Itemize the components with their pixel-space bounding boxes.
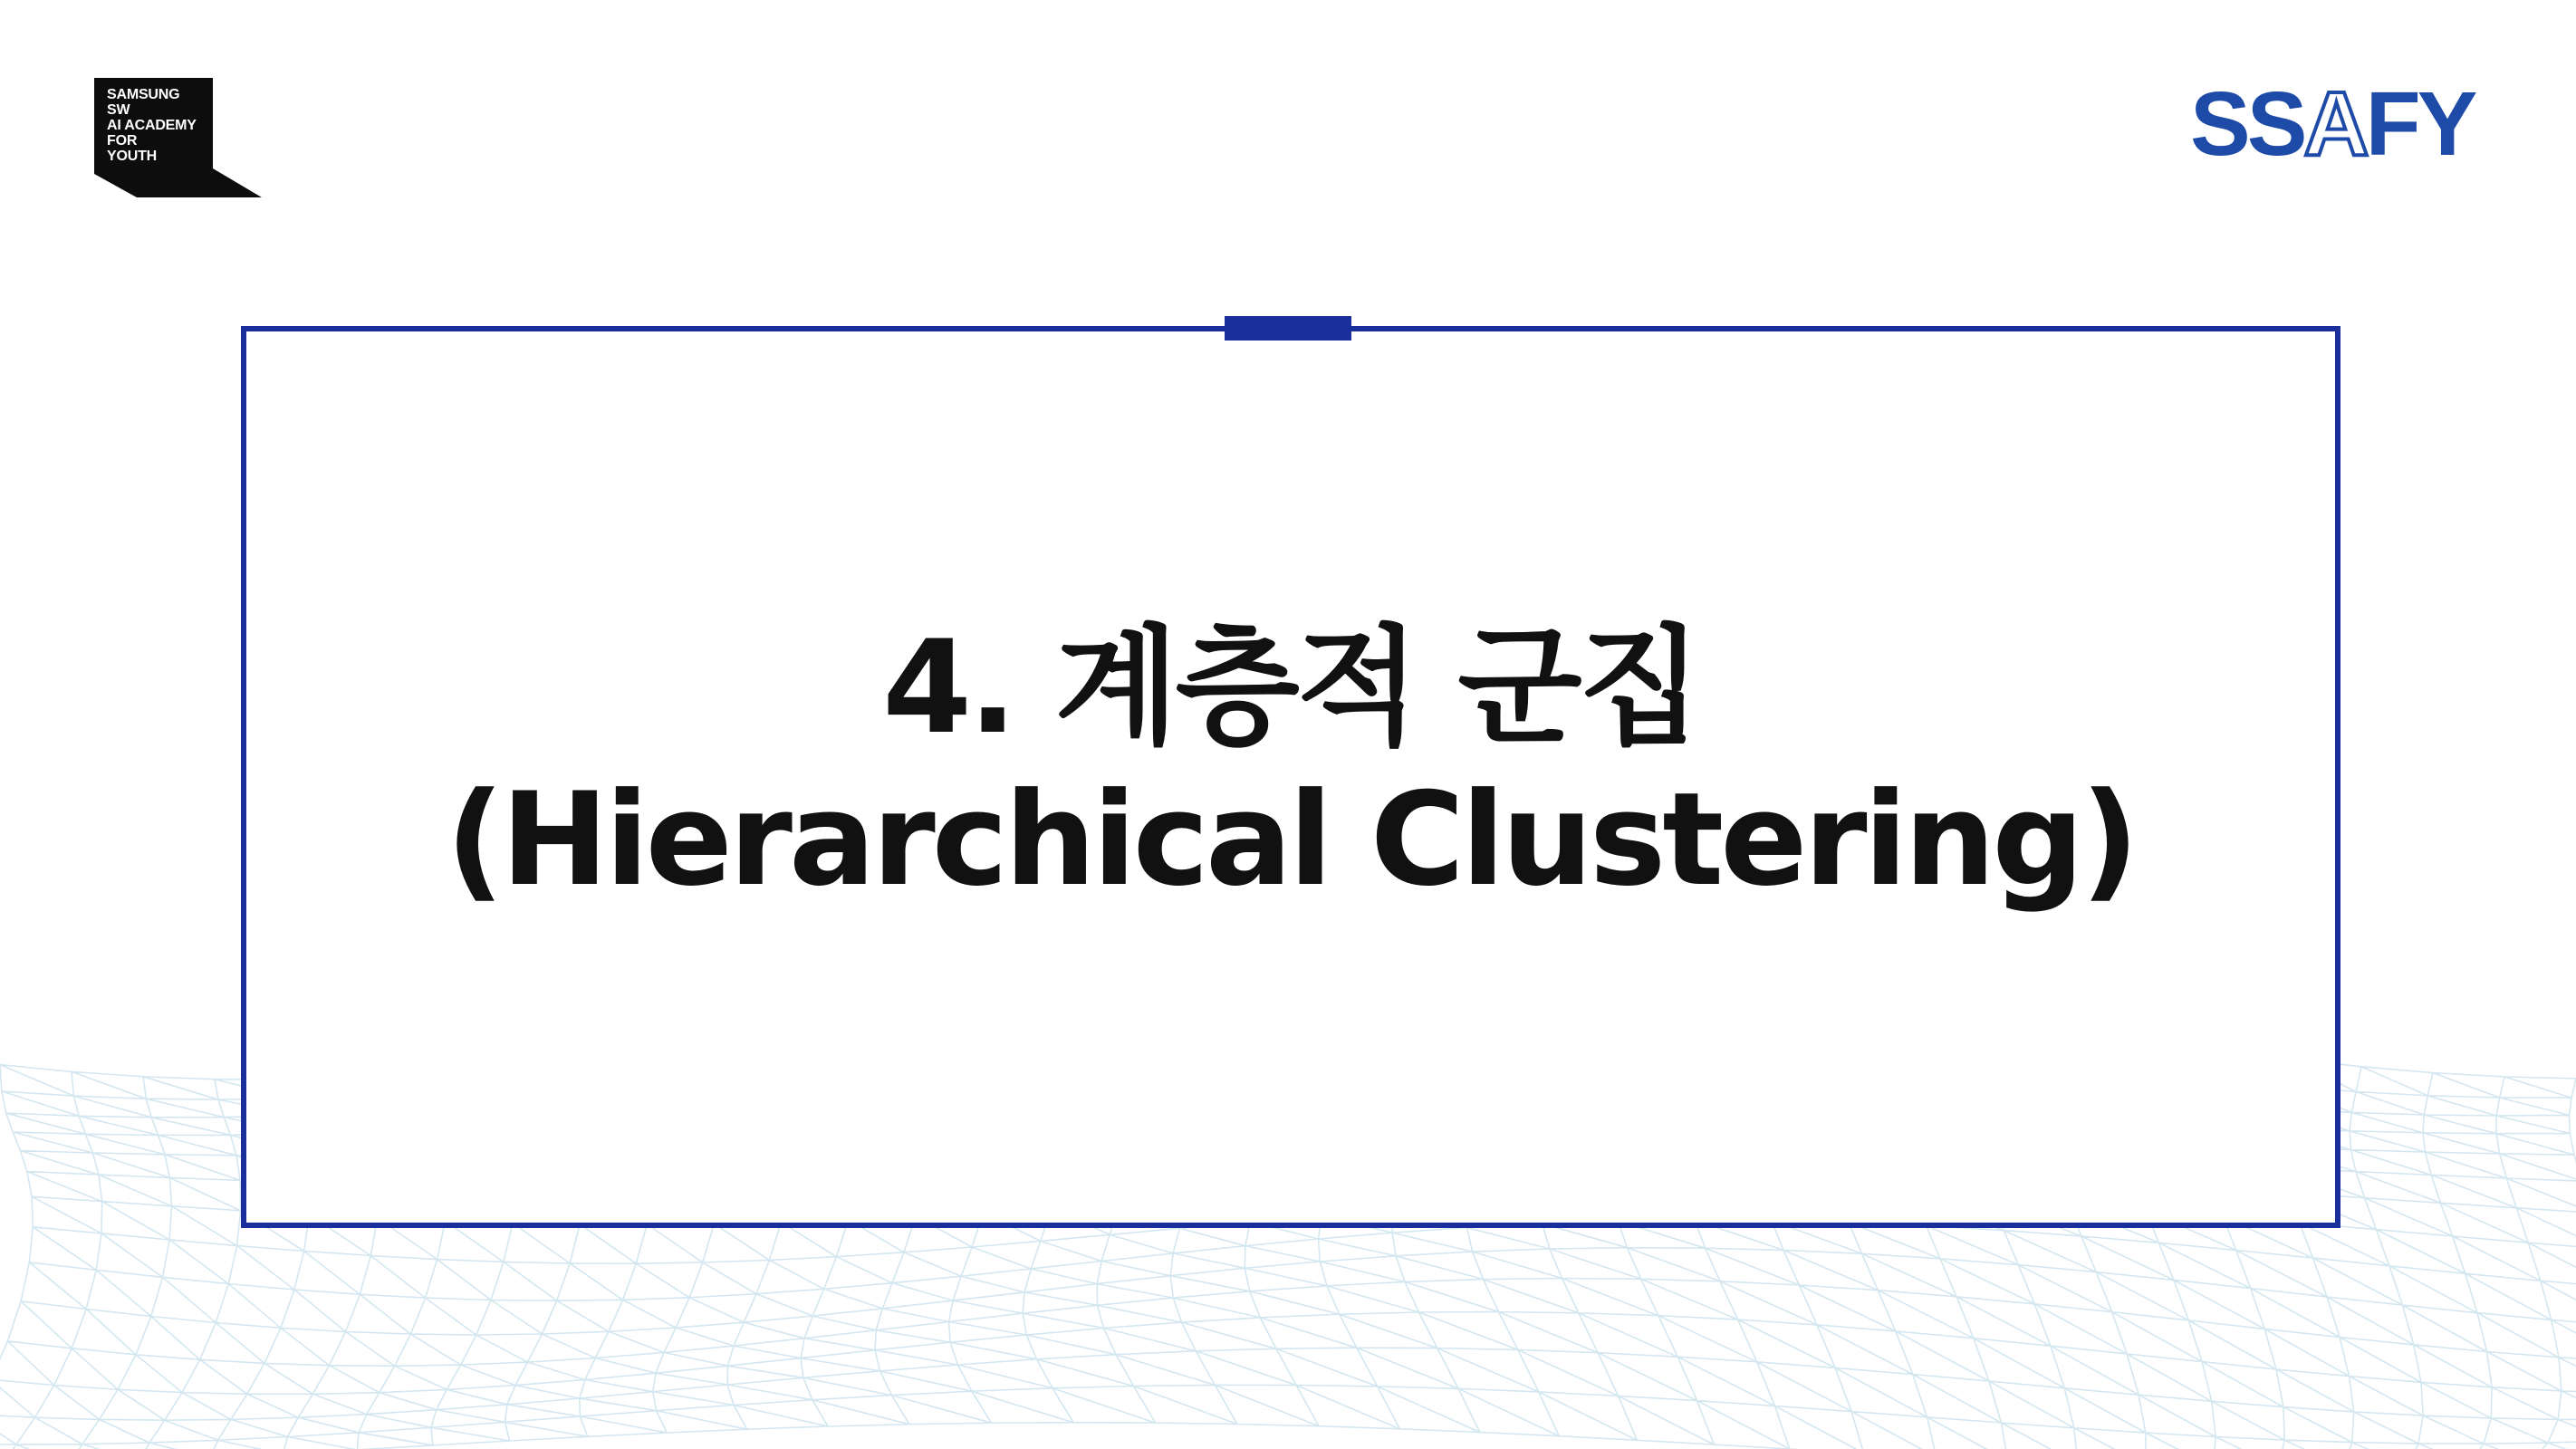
title-english: (Hierarchical Clustering): [446, 765, 2136, 915]
slide-title: [241, 612, 2341, 916]
ssafy-logo-part-ss: SS: [2190, 73, 2304, 175]
ssafy-logo-part-a: A: [2303, 73, 2366, 175]
title-korean: 4. 계층적 군집: [882, 613, 1699, 763]
logo-line-samsung: SAMSUNG: [107, 87, 180, 102]
ssafy-logo-part-fy: FY: [2365, 73, 2475, 175]
logo-line-sw: SW: [107, 102, 130, 118]
logo-line-for: FOR: [107, 133, 138, 149]
logo-line-youth: YOUTH: [107, 149, 158, 164]
frame-top-tab: [1225, 316, 1351, 341]
ssafy-logo: [2190, 74, 2474, 174]
logo-line-ai-academy: AI ACADEMY: [107, 118, 197, 133]
samsung-academy-logo: [94, 78, 262, 197]
